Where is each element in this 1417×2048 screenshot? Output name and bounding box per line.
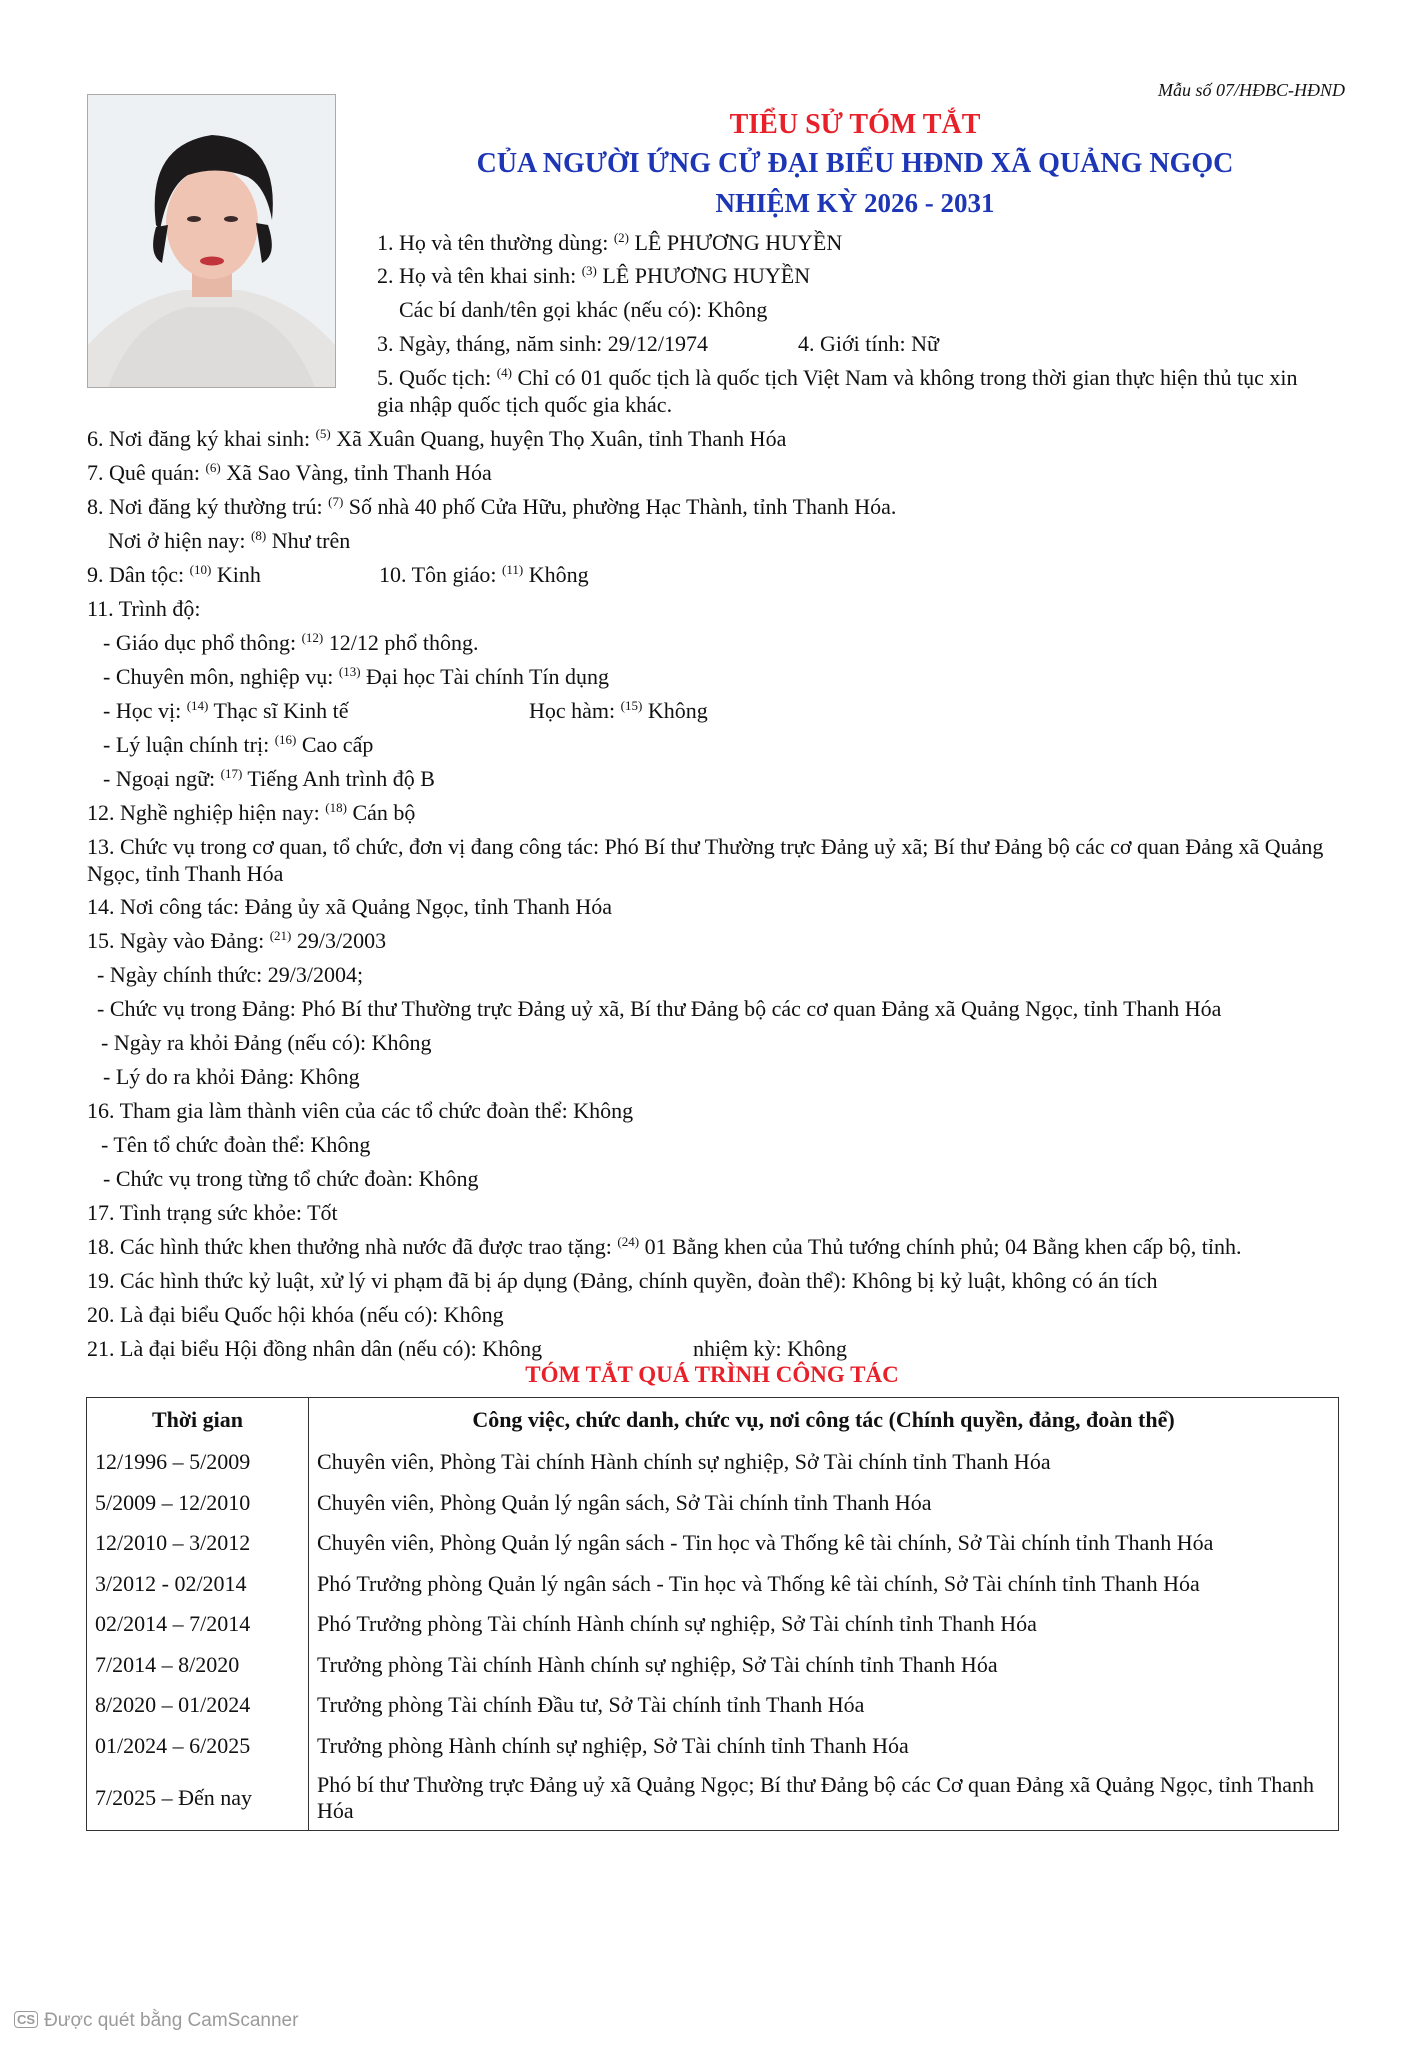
field-religion: 10. Tôn giáo: $^{(11)}$ Không — [379, 562, 589, 587]
table-row — [87, 1766, 1339, 1831]
field-academic-degree: - Học vị: $^{(14)}$ Thạc sĩ Kinh tế — [103, 698, 349, 723]
row-description: Trưởng phòng Tài chính Đầu tư, Sở Tài chính tỉnh Thanh Hóa — [317, 1692, 865, 1718]
row-time: 5/2009 – 12/2010 — [87, 1483, 309, 1524]
field-gender: 4. Giới tính: Nữ — [798, 331, 939, 356]
row-description: Chuyên viên, Phòng Quản lý ngân sách, Sở Tài chính tỉnh Thanh Hóa — [317, 1489, 932, 1515]
table-row — [87, 1564, 1339, 1605]
table-header-row — [87, 1398, 1339, 1443]
field-party-join-date: 15. Ngày vào Đảng: $^{(21)}$ 29/3/2003 — [87, 928, 387, 953]
field-qualifications: 11. Trình độ: — [87, 596, 201, 621]
field-party-exit-date: - Ngày ra khỏi Đảng (nếu có): Không — [101, 1030, 432, 1055]
field-academic-rank: Học hàm: $^{(15)}$ Không — [529, 698, 708, 723]
portrait-photo — [87, 94, 336, 388]
row-time: 7/2025 – Đến nay — [87, 1766, 309, 1831]
row-description: Trưởng phòng Hành chính sự nghiệp, Sở Tài chính tỉnh Thanh Hóa — [317, 1732, 909, 1758]
portrait-illustration — [88, 95, 335, 387]
row-time: 8/2020 – 01/2024 — [87, 1685, 309, 1726]
field-alias: Các bí danh/tên gọi khác (nếu có): Không — [399, 297, 768, 322]
field-hometown: 7. Quê quán: $^{(6)}$ Xã Sao Vàng, tỉnh Thanh Hóa — [87, 460, 492, 485]
field-ethnicity: 9. Dân tộc: $^{(10)}$ Kinh — [87, 562, 261, 587]
field-birth-date: 3. Ngày, tháng, năm sinh: 29/12/1974 — [377, 331, 708, 356]
row-description: Phó Trưởng phòng Tài chính Hành chính sự nghiệp, Sở Tài chính tỉnh Thanh Hóa — [317, 1611, 1037, 1637]
field-common-name: 1. Họ và tên thường dùng: $^{(2)}$ LÊ PHƯƠNG HUYỀN — [377, 230, 843, 255]
field-organization-name: - Tên tổ chức đoàn thể: Không — [101, 1132, 371, 1157]
field-political-theory: - Lý luận chính trị: $^{(16)}$ Cao cấp — [103, 732, 374, 757]
field-party-exit-reason: - Lý do ra khỏi Đảng: Không — [103, 1064, 360, 1089]
document-term: NHIỆM KỲ 2026 - 2031 — [715, 188, 995, 218]
row-time: 7/2014 – 8/2020 — [87, 1645, 309, 1686]
camscanner-logo-icon: CS — [14, 2011, 38, 2028]
row-time: 02/2014 – 7/2014 — [87, 1604, 309, 1645]
field-party-position: - Chức vụ trong Đảng: Phó Bí thư Thường trực Đảng uỷ xã, Bí thư Đảng bộ các cơ quan Đảng xã Quảng Ngọc, tỉnh Thanh Hóa — [97, 996, 1222, 1021]
form-number: Mẫu số 07/HĐBC-HĐND — [1158, 80, 1345, 100]
table-row — [87, 1645, 1339, 1686]
field-party-official-date: - Ngày chính thức: 29/3/2004; — [97, 962, 364, 987]
row-description: Chuyên viên, Phòng Tài chính Hành chính sự nghiệp, Sở Tài chính tỉnh Thanh Hóa — [317, 1449, 1051, 1475]
camscanner-watermark — [14, 2010, 298, 2032]
field-nationality: 5. Quốc tịch: $^{(4)}$ Chỉ có 01 quốc tịch là quốc tịch Việt Nam và không trong thời gian thực hiện thủ tục xin gia nhập quốc tịch quốc gia khác. — [377, 365, 1298, 417]
field-peoples-council: 21. Là đại biểu Hội đồng nhân dân (nếu có): Không — [87, 1336, 543, 1361]
camscanner-text: Được quét bằng CamScanner — [44, 2010, 299, 2031]
row-description: Phó Trưởng phòng Quản lý ngân sách - Tin học và Thống kê tài chính, Sở Tài chính tỉnh Thanh Hóa — [317, 1570, 1200, 1596]
field-awards: 18. Các hình thức khen thưởng nhà nước đã được trao tặng: $^{(24)}$ 01 Bằng khen của Thủ tướng chính phủ; 04 Bằng khen cấp bộ, tỉnh. — [87, 1234, 1242, 1259]
document-subtitle: CỦA NGƯỜI ỨNG CỬ ĐẠI BIỂU HĐND XÃ QUẢNG NGỌC — [476, 148, 1234, 179]
table-row — [87, 1442, 1339, 1483]
field-discipline: 19. Các hình thức kỷ luật, xử lý vi phạm đã bị áp dụng (Đảng, chính quyền, đoàn thể): Không bị kỷ luật, không có án tích — [87, 1268, 1158, 1293]
field-occupation: 12. Nghề nghiệp hiện nay: $^{(18)}$ Cán bộ — [87, 800, 416, 825]
row-description: Chuyên viên, Phòng Quản lý ngân sách - Tin học và Thống kê tài chính, Sở Tài chính tỉnh Thanh Hóa — [317, 1530, 1214, 1556]
table-row — [87, 1523, 1339, 1564]
document-title: TIỂU SỬ TÓM TẮT — [729, 109, 981, 140]
field-health: 17. Tình trạng sức khỏe: Tốt — [87, 1200, 338, 1225]
field-national-assembly: 20. Là đại biểu Quốc hội khóa (nếu có): Không — [87, 1302, 504, 1327]
row-time: 12/1996 – 5/2009 — [87, 1442, 309, 1483]
field-permanent-residence: 8. Nơi đăng ký thường trú: $^{(7)}$ Số nhà 40 phố Cửa Hữu, phường Hạc Thành, tỉnh Thanh Hóa. — [87, 494, 897, 519]
table-row — [87, 1726, 1339, 1767]
row-time: 01/2024 – 6/2025 — [87, 1726, 309, 1767]
row-time: 12/2010 – 3/2012 — [87, 1523, 309, 1564]
field-birth-name: 2. Họ và tên khai sinh: $^{(3)}$ LÊ PHƯƠNG HUYỀN — [377, 263, 811, 288]
field-foreign-language: - Ngoại ngữ: $^{(17)}$ Tiếng Anh trình độ B — [103, 766, 435, 791]
field-position: 13. Chức vụ trong cơ quan, tổ chức, đơn vị đang công tác: Phó Bí thư Thường trực Đảng uỷ xã; Bí thư Đảng bộ các cơ quan Đảng xã Quảng Ngọc, tỉnh Thanh Hóa — [87, 834, 1324, 886]
work-history-table — [86, 1397, 1339, 1831]
table-row — [87, 1685, 1339, 1726]
row-description: Trưởng phòng Tài chính Hành chính sự nghiệp, Sở Tài chính tỉnh Thanh Hóa — [317, 1651, 998, 1677]
header-description: Công việc, chức danh, chức vụ, nơi công tác (Chính quyền, đảng, đoàn thể) — [472, 1407, 1175, 1432]
header-time: Thời gian — [87, 1398, 309, 1443]
field-workplace: 14. Nơi công tác: Đảng ủy xã Quảng Ngọc, tỉnh Thanh Hóa — [87, 894, 613, 919]
work-history-title: TÓM TẮT QUÁ TRÌNH CÔNG TÁC — [525, 1362, 899, 1387]
field-specialization: - Chuyên môn, nghiệp vụ: $^{(13)}$ Đại học Tài chính Tín dụng — [103, 664, 610, 689]
table-row — [87, 1483, 1339, 1524]
field-organizations: 16. Tham gia làm thành viên của các tổ chức đoàn thể: Không — [87, 1098, 634, 1123]
field-birth-registration: 6. Nơi đăng ký khai sinh: $^{(5)}$ Xã Xuân Quang, huyện Thọ Xuân, tỉnh Thanh Hóa — [87, 426, 787, 451]
row-time: 3/2012 - 02/2014 — [87, 1564, 309, 1605]
field-organization-position: - Chức vụ trong từng tổ chức đoàn: Không — [103, 1166, 479, 1191]
row-description: Phó bí thư Thường trực Đảng uỷ xã Quảng Ngọc; Bí thư Đảng bộ các Cơ quan Đảng xã Quảng Ngọc, tỉnh Thanh Hóa — [317, 1772, 1315, 1823]
field-general-education: - Giáo dục phổ thông: $^{(12)}$ 12/12 phổ thông. — [103, 630, 479, 655]
field-peoples-council-term: nhiệm kỳ: Không — [693, 1336, 847, 1361]
table-row — [87, 1604, 1339, 1645]
field-current-residence: Nơi ở hiện nay: $^{(8)}$ Như trên — [108, 528, 351, 553]
